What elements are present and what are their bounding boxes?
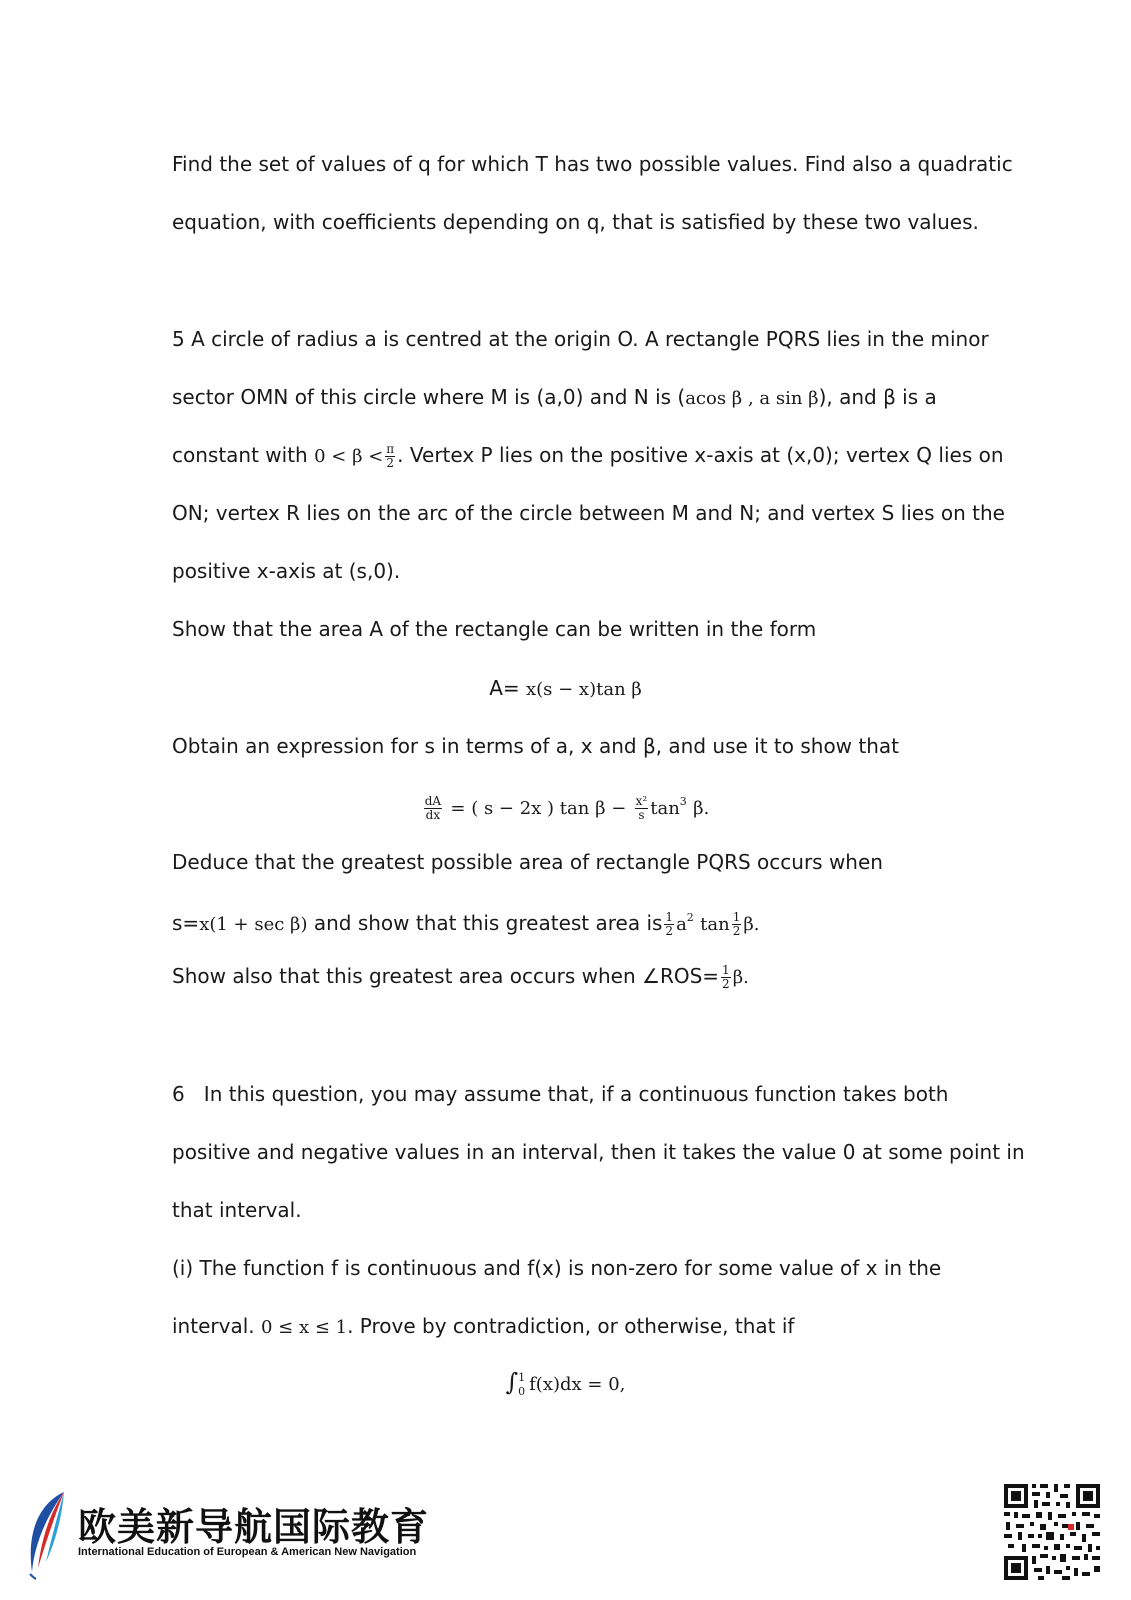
equation-integral <box>0 1370 1131 1399</box>
fraction-denominator: 2 <box>732 924 741 938</box>
feather-logo-icon <box>20 1488 80 1580</box>
integral-limits <box>518 1371 525 1399</box>
question-5-text: ), and β is a <box>818 385 937 409</box>
fraction-numerator: dA <box>424 794 442 808</box>
fraction-numerator: 1 <box>722 963 730 977</box>
math-inline: acos β , a sin β <box>685 388 819 409</box>
superscript: 3 <box>679 795 687 808</box>
integral-lower-limit: 0 <box>518 1384 526 1398</box>
math-inline: = ( s − 2x ) tan β − <box>450 798 627 819</box>
text-line <box>172 906 972 938</box>
math-inline: 0 ≤ x ≤ 1 <box>260 1317 348 1338</box>
math-inline: x(s − x)tan β <box>526 679 642 700</box>
question-5-text: constant with <box>172 443 308 467</box>
question-6-text: that interval. <box>172 1198 302 1222</box>
integral-upper-limit: 1 <box>518 1370 526 1384</box>
fraction-numerator: π <box>386 442 395 456</box>
question-6-text: positive and negative values in an interval, then it takes the value 0 at some point in <box>172 1140 1025 1164</box>
text-line <box>172 850 972 874</box>
question-5-text: s= <box>172 911 200 935</box>
logo-title: 欧美新导航国际教育 <box>78 1505 430 1549</box>
math-inline: β. <box>693 798 710 819</box>
text-line <box>172 385 972 411</box>
question-5-text: Show also that this greatest area occurs when <box>172 964 636 988</box>
question-5-text: and show that this greatest area is <box>313 911 663 935</box>
paragraph-text: Find the set of values of q for which T has two possible values. Find also a quadratic <box>172 152 1013 176</box>
question-5-text: Deduce that the greatest possible area of rectangle PQRS occurs when <box>172 850 883 874</box>
equation-derivative <box>0 790 1131 822</box>
question-5-text: Obtain an expression for s in terms of a, x and β, and use it to show that <box>172 734 900 758</box>
fraction <box>732 911 742 938</box>
fraction <box>635 795 649 822</box>
integral-sign: ∫ <box>505 1368 519 1396</box>
question-6-text: (i) The function f is continuous and f(x) is non-zero for some value of x in the <box>172 1256 942 1280</box>
fraction-denominator: 2 <box>722 977 730 991</box>
fraction <box>385 443 395 470</box>
paragraph-text: equation, with coefficients depending on q, that is satisfied by these two values. <box>172 210 979 234</box>
fraction-denominator: 2 <box>665 924 674 938</box>
question-6-text: . Prove by contradiction, or otherwise, that if <box>347 1314 795 1338</box>
fraction-denominator: dx <box>425 808 441 822</box>
question-5-text: ON; vertex R lies on the arc of the circle between M and N; and vertex S lies on the <box>172 501 1005 525</box>
question-6-text: interval. <box>172 1314 255 1338</box>
text-line <box>172 152 1013 176</box>
fraction <box>664 911 674 938</box>
fraction-numerator: 1 <box>665 910 674 924</box>
math-inline: 0 < β < <box>314 446 384 467</box>
question-5-text: positive x-axis at (s,0). <box>172 559 401 583</box>
fraction <box>424 795 442 822</box>
text-line <box>172 1082 972 1106</box>
text-line <box>172 1198 972 1222</box>
math-inline: β. <box>743 914 760 935</box>
text-line <box>172 442 1004 470</box>
fraction-denominator: s <box>638 808 645 822</box>
text-line <box>172 617 972 641</box>
math-inline: a <box>676 914 687 935</box>
math-inline: β. <box>732 967 749 988</box>
text-line <box>172 1314 972 1340</box>
math-inline: x(1 + sec β) <box>199 914 308 935</box>
question-6-text: 6 In this question, you may assume that, if a continuous function takes both <box>172 1082 949 1106</box>
angle-expression: ∠ROS= <box>642 964 720 988</box>
qr-code-icon <box>1002 1482 1102 1582</box>
fraction-numerator: x² <box>635 794 648 808</box>
text-line <box>172 501 1005 525</box>
text-line <box>172 1140 1025 1164</box>
text-line <box>172 327 989 351</box>
text-line <box>172 210 979 234</box>
question-5-text: . Vertex P lies on the positive x-axis at (x,0); vertex Q lies on <box>397 443 1004 467</box>
superscript: 2 <box>686 911 694 924</box>
math-inline: tan <box>650 798 680 819</box>
question-5-text: 5 A circle of radius a is centred at the origin O. A rectangle PQRS lies in the minor <box>172 327 989 351</box>
equation-area <box>0 676 1131 702</box>
text-line <box>172 559 972 583</box>
text-line <box>172 964 972 991</box>
math-inline: f(x)dx = 0, <box>529 1374 626 1395</box>
fraction-numerator: 1 <box>732 910 741 924</box>
text-line <box>172 734 972 758</box>
logo-subtitle: International Education of European & American New Navigation <box>78 1546 417 1558</box>
brand-logo <box>20 1488 460 1580</box>
text-line <box>172 1256 972 1280</box>
question-5-text: Show that the area A of the rectangle can be written in the form <box>172 617 817 641</box>
question-5-text: sector OMN of this circle where M is (a,0) and N is ( <box>172 385 686 409</box>
math-inline: tan <box>700 914 730 935</box>
fraction <box>721 964 731 991</box>
equation-label: A= <box>489 676 520 700</box>
fraction-denominator: 2 <box>386 456 395 470</box>
